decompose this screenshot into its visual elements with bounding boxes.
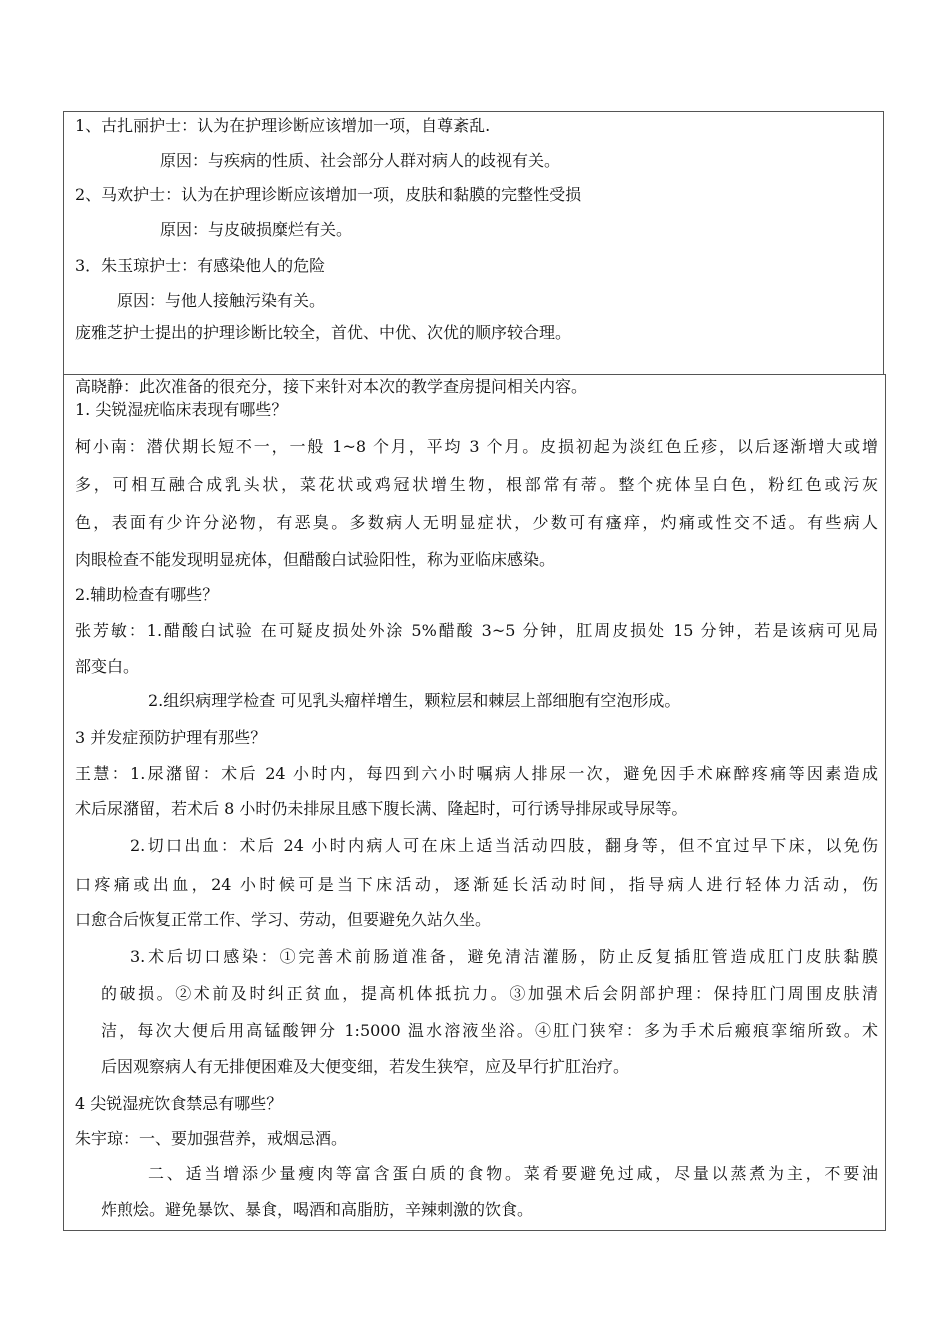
answer-1-line-3: 色，表面有少许分泌物，有恶臭。多数病人无明显症状，少数可有瘙痒，灼痛或性交不适。有些病人 [75, 513, 878, 532]
answer-3-line-2: 术后尿潴留，若术后 8 小时仍未排尿且感下腹长满、隆起时，可行诱导排尿或导尿等。 [75, 799, 688, 818]
answer-3-line-5: 口愈合后恢复正常工作、学习、劳动，但要避免久站久坐。 [75, 910, 492, 929]
answer-1-line-1: 柯小南：潜伏期长短不一，一般 1~8 个月，平均 3 个月。皮损初起为淡红色丘疹，以后逐渐增大或增 [75, 437, 878, 456]
question-1: 1. 尖锐湿疣临床表现有哪些？ [75, 400, 288, 419]
answer-3-line-6: 3.术后切口感染：①完善术前肠道准备，避免清洁灌肠，防止反复插肛管造成肛门皮肤黏膜 [130, 947, 878, 966]
summary-line: 庞雅芝护士提出的护理诊断比较全，首优、中优、次优的顺序较合理。 [75, 323, 572, 342]
reason-3: 原因：与他人接触污染有关。 [117, 291, 326, 310]
answer-1-line-4: 肉眼检查不能发现明显疣体，但醋酸白试验阳性，称为亚临床感染。 [75, 550, 556, 569]
question-2: 2.辅助检查有哪些？ [75, 585, 219, 604]
answer-4-line-3: 炸煎烩。避免暴饮、暴食，喝酒和高脂肪，辛辣刺激的饮食。 [101, 1200, 534, 1219]
answer-3-line-8: 洁，每次大便后用高锰酸钾分 1:5000 温水溶液坐浴。④肛门狭窄：多为手术后瘢痕挛缩所致。术 [101, 1021, 878, 1040]
question-3: 3 并发症预防护理有那些？ [75, 728, 267, 747]
answer-3-line-4: 口疼痛或出血，24 小时候可是当下床活动，逐渐延长活动时间，指导病人进行轻体力活动，伤 [75, 875, 878, 894]
answer-4-line-2: 二、适当增添少量瘦肉等富含蛋白质的食物。菜肴要避免过咸，尽量以蒸煮为主，不要油 [148, 1164, 878, 1183]
answer-3-line-1: 王慧：1.尿潴留：术后 24 小时内，每四到六小时嘱病人排尿一次，避免因手术麻醉疼痛等因素造成 [75, 764, 878, 783]
nursing-diagnosis-2: 2、马欢护士：认为在护理诊断应该增加一项，皮肤和黏膜的完整性受损 [75, 185, 582, 204]
nursing-diagnosis-3: 3．朱玉琼护士：有感染他人的危险 [75, 256, 326, 275]
answer-1-line-2: 多，可相互融合成乳头状，菜花状或鸡冠状增生物，根部常有蒂。整个疣体呈白色，粉红色或污灰 [75, 475, 878, 494]
answer-2-line-3: 2.组织病理学检查 可见乳头瘤样增生，颗粒层和棘层上部细胞有空泡形成。 [148, 691, 681, 710]
answer-3-line-9: 后因观察病人有无排便困难及大便变细，若发生狭窄，应及早行扩肛治疗。 [101, 1057, 630, 1076]
reason-1: 原因：与疾病的性质、社会部分人群对病人的歧视有关。 [160, 151, 561, 170]
reason-2: 原因：与皮破损糜烂有关。 [160, 220, 353, 239]
answer-4-line-1: 朱宇琼：一、要加强营养，戒烟忌酒。 [75, 1129, 348, 1148]
question-4: 4 尖锐湿疣饮食禁忌有哪些？ [75, 1094, 283, 1113]
answer-3-line-7: 的破损。②术前及时纠正贫血，提高机体抵抗力。③加强术后会阴部护理：保持肛门周围皮肤清 [101, 984, 878, 1003]
answer-2-line-1: 张芳敏：1.醋酸白试验 在可疑皮损处外涂 5%醋酸 3~5 分钟，肛周皮损处 15 分钟，若是该病可见局 [75, 621, 878, 640]
answer-2-line-2: 部变白。 [75, 657, 140, 676]
qa-intro: 高晓静：此次准备的很充分，接下来针对本次的教学查房提问相关内容。 [75, 377, 588, 396]
answer-3-line-3: 2.切口出血：术后 24 小时内病人可在床上适当活动四肢，翻身等，但不宜过早下床，以免伤 [130, 836, 878, 855]
nursing-diagnosis-1: 1、古扎丽护士：认为在护理诊断应该增加一项，自尊紊乱. [75, 116, 491, 135]
